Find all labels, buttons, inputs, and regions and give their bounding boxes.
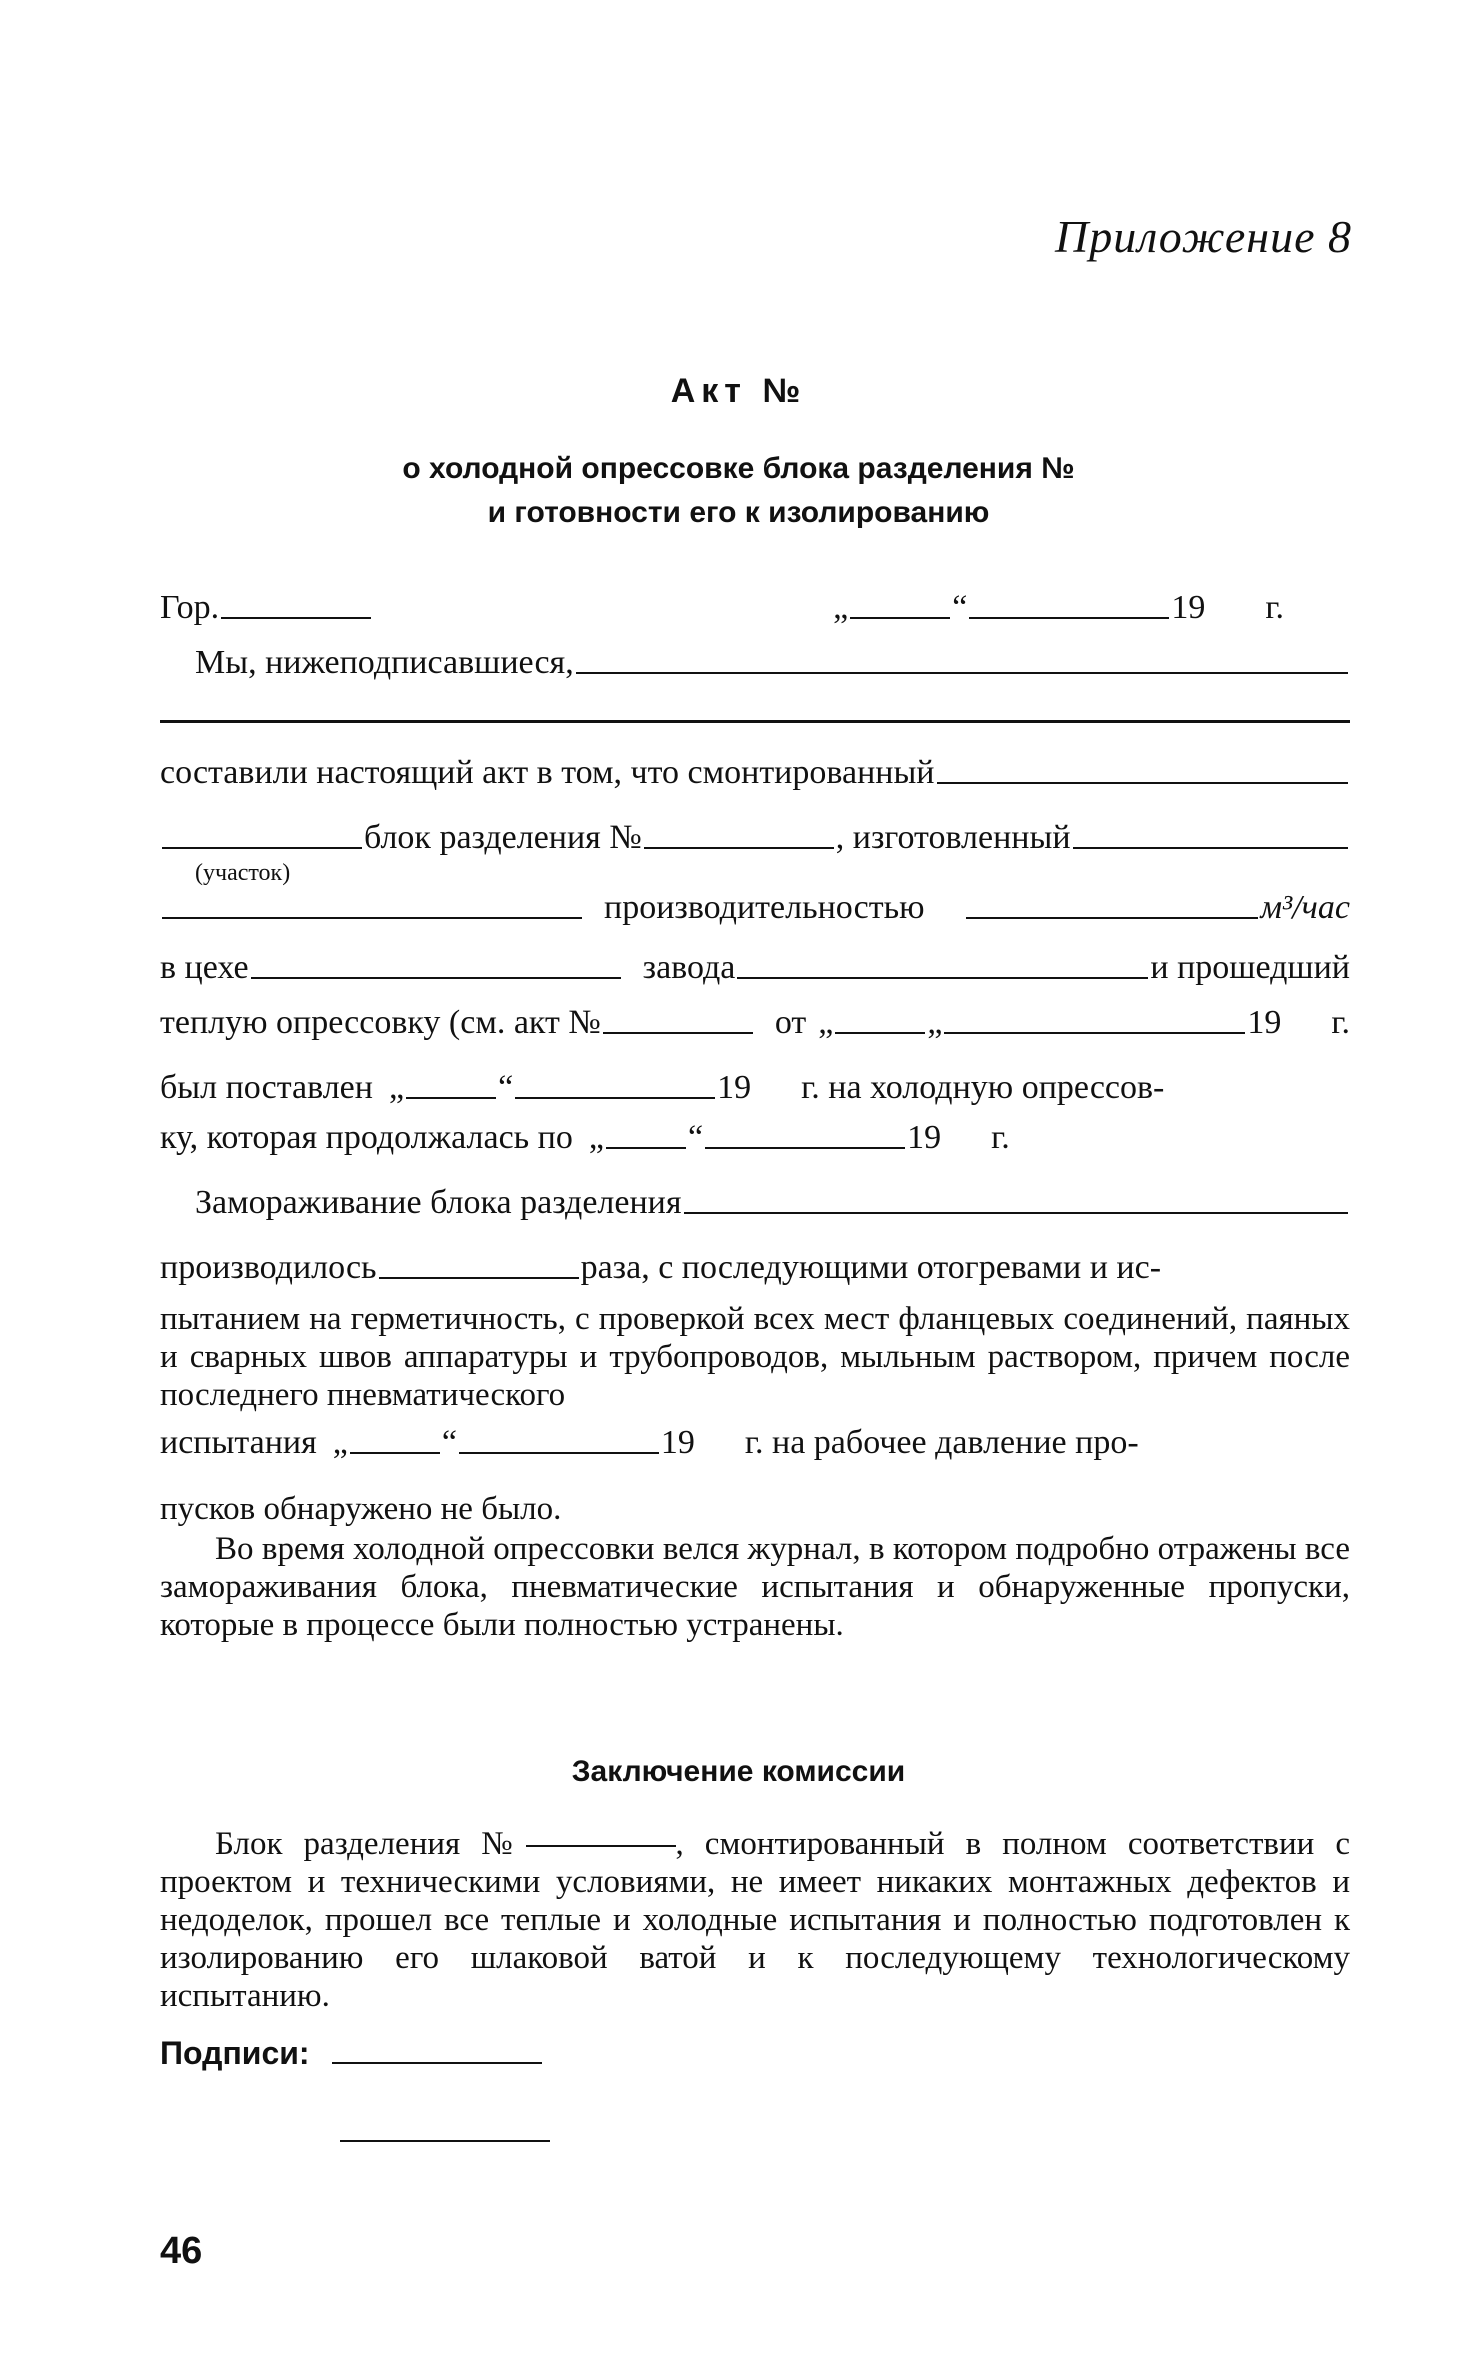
quote-open: „ <box>818 1004 834 1041</box>
block-number-blank[interactable] <box>644 847 834 849</box>
year-suffix: г. <box>1265 589 1284 626</box>
year-prefix: 19 <box>1171 589 1206 626</box>
act-title: Акт № <box>670 372 807 410</box>
warm-test-label: теплую опрессовку (см. акт № <box>160 1004 601 1041</box>
times-label: раза, с последующими отогревами и ис- <box>580 1249 1162 1286</box>
productivity-line <box>160 885 1350 931</box>
testing-month-blank[interactable] <box>459 1452 659 1454</box>
conclusion-prefix: Блок разделения № <box>215 1826 526 1862</box>
year-prefix: 19 <box>1247 1004 1282 1041</box>
conclusion-block-number-blank[interactable] <box>526 1845 676 1847</box>
shop-label: в цехе <box>160 949 249 986</box>
freezing-blank[interactable] <box>684 1212 1349 1214</box>
year-prefix: 19 <box>717 1069 752 1106</box>
manufacturer-blank[interactable] <box>1073 847 1348 849</box>
signature-blank-1[interactable] <box>332 2062 542 2064</box>
testing-line <box>160 1420 1350 1466</box>
no-leaks-text: пусков обнаружено не было. <box>160 1491 562 1527</box>
warm-act-number-blank[interactable] <box>603 1032 753 1034</box>
signature-blank-2[interactable] <box>340 2140 550 2142</box>
city-label: Гор. <box>160 589 220 626</box>
section-caption: (участок) <box>195 860 291 886</box>
signatories-label: Мы, нижеподписавшиеся, <box>195 644 574 681</box>
plant-blank[interactable] <box>737 977 1148 979</box>
lasted-line <box>160 1115 1350 1161</box>
quote-mark: „ <box>927 1004 943 1041</box>
testing-day-blank[interactable] <box>350 1452 440 1454</box>
productivity-label: производительностью <box>604 889 925 926</box>
passed-label: и прошедший <box>1150 949 1350 986</box>
warm-day-blank[interactable] <box>835 1032 925 1034</box>
journal-paragraph: Во время холодной опрессовки велся журнал, в котором подробно отражены все замораживания блока, пневматические испытания и обнаруженные пропуски, которые в процессе были полностью устранены. <box>160 1531 1350 1643</box>
productivity-left-blank[interactable] <box>162 917 582 919</box>
freezing-label: Замораживание блока разделения <box>195 1184 682 1221</box>
city-blank[interactable] <box>221 617 371 619</box>
manufactured-label: , изготовленный <box>835 819 1071 856</box>
appendix-label: Приложение 8 <box>1054 211 1352 262</box>
year-prefix: 19 <box>660 1424 695 1461</box>
signatures-label: Подписи: <box>160 2035 310 2071</box>
block-number-label: блок разделения № <box>364 819 642 856</box>
equipment-blank[interactable] <box>937 782 1349 784</box>
placed-line <box>160 1065 1350 1111</box>
act-subtitle-line2: и готовности его к изолированию <box>487 496 990 529</box>
signatures-line <box>160 2030 760 2076</box>
conclusion-paragraph <box>160 1825 1350 2015</box>
act-subtitle-line1: о холодной опрессовке блока разделения № <box>402 452 1075 485</box>
cold-test-label: г. на холодную опрессов- <box>801 1069 1165 1106</box>
quote-open: „ <box>388 1069 405 1106</box>
warm-month-blank[interactable] <box>944 1032 1245 1034</box>
section-blank[interactable] <box>162 847 362 849</box>
compiled-line <box>160 750 1350 796</box>
day-blank[interactable] <box>850 617 950 619</box>
signatories-line <box>195 640 1350 686</box>
placed-day-blank[interactable] <box>406 1097 496 1099</box>
plant-label: завода <box>642 949 736 986</box>
lasted-day-blank[interactable] <box>606 1147 686 1149</box>
from-label: от <box>774 1004 807 1041</box>
quote-close: “ <box>441 1424 457 1461</box>
placed-label: был поставлен <box>160 1069 373 1106</box>
lasted-month-blank[interactable] <box>705 1147 905 1149</box>
year-prefix: 19 <box>907 1119 942 1156</box>
lasted-label: ку, которая продолжалась по <box>160 1119 573 1156</box>
working-pressure-label: г. на рабочее давление про- <box>744 1424 1139 1461</box>
productivity-blank[interactable] <box>966 917 1258 919</box>
shop-line <box>160 945 1350 991</box>
year-suffix: г. <box>991 1119 1010 1156</box>
city-date-line <box>160 585 1350 631</box>
conclusion-text: , смонтированный в полном соответствии с проектом и техническими условиями, не имеет никаких монтажных дефектов и недоделок, прошел все теплые и холодные испытания и полностью подготовлен к изолированию его шлаковой ватой и к последующему технологическому испытанию. <box>160 1826 1350 2014</box>
placed-month-blank[interactable] <box>515 1097 715 1099</box>
compiled-text: составили настоящий акт в том, что смонтированный <box>160 754 935 791</box>
times-blank[interactable] <box>379 1277 579 1279</box>
quote-open: „ <box>588 1119 604 1156</box>
performed-line <box>160 1245 1350 1291</box>
month-blank[interactable] <box>969 617 1169 619</box>
performed-label: производилось <box>160 1249 377 1286</box>
freezing-line <box>195 1180 1350 1226</box>
conclusion-heading: Заключение комиссии <box>571 1755 906 1788</box>
block-line <box>160 815 1350 861</box>
quote-close: “ <box>687 1119 704 1156</box>
tightness-paragraph: пытанием на герметичность, с проверкой всех мест фланцевых соединений, паяных и сварных швов аппаратуры и трубопроводов, мыльным раствором, причем после последнего пневматического <box>160 1301 1350 1413</box>
page-number: 46 <box>160 2230 203 2272</box>
quote-close: “ <box>498 1069 514 1106</box>
quote-open: „ <box>833 589 849 626</box>
unit-label: м³/час <box>1260 889 1350 926</box>
signatories-blank[interactable] <box>576 672 1348 674</box>
testing-label: испытания <box>160 1424 317 1461</box>
shop-blank[interactable] <box>251 977 621 979</box>
warm-test-line <box>160 1000 1350 1046</box>
year-suffix: г. <box>1331 1004 1350 1041</box>
quote-open: „ <box>332 1424 348 1461</box>
quote-close: “ <box>952 589 968 626</box>
blank-rule[interactable] <box>160 720 1350 723</box>
